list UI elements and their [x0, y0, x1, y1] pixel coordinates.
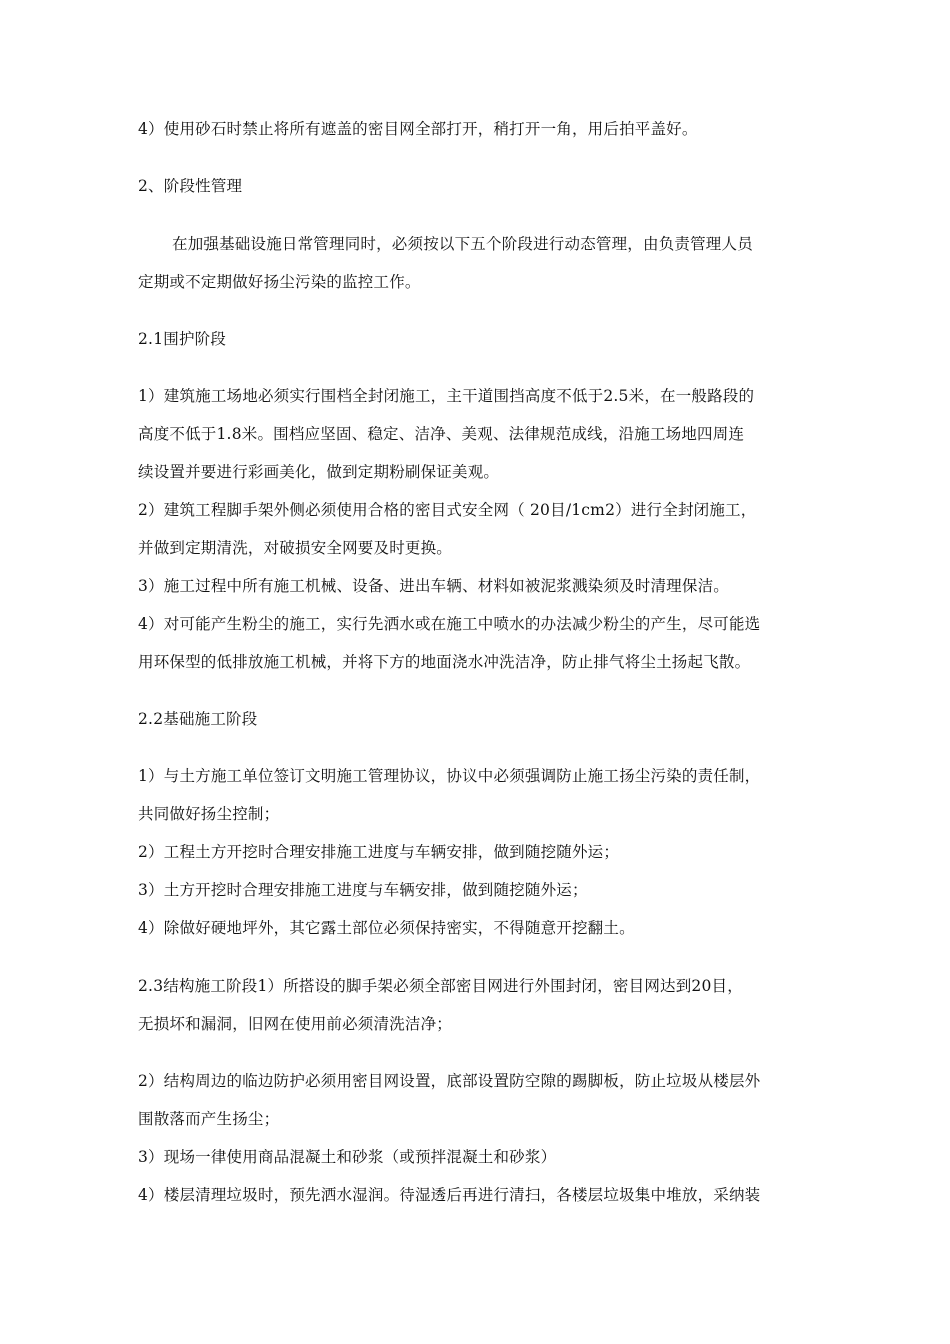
- text-line: 并做到定期清洗，对破损安全网要及时更换。: [138, 539, 453, 557]
- text-line: 在加强基础设施日常管理同时，必须按以下五个阶段进行动态管理，由负责管理人员: [172, 235, 753, 253]
- text-line: 2）建筑工程脚手架外侧必须使用合格的密目式安全网（ 20目/1cm2）进行全封闭施工，: [138, 501, 757, 519]
- text-line: 3）现场一律使用商品混凝土和砂浆（或预拌混凝土和砂浆）: [138, 1148, 557, 1166]
- text-line: 4）除做好硬地坪外，其它露土部位必须保持密实，不得随意开挖翻土。: [138, 919, 635, 937]
- text-line: 定期或不定期做好扬尘污染的监控工作。: [138, 273, 421, 291]
- section-heading: 2.2基础施工阶段: [138, 710, 258, 728]
- text-line: 2）结构周边的临边防护必须用密目网设置，底部设置防空隙的踢脚板，防止垃圾从楼层外: [138, 1072, 761, 1090]
- text-line: 3）施工过程中所有施工机械、设备、进出车辆、材料如被泥浆溅染须及时清理保洁。: [138, 577, 729, 595]
- text-line: 用环保型的低排放施工机械，并将下方的地面浇水冲洗洁净，防止排气将尘土扬起飞散。: [138, 653, 751, 671]
- text-line: 共同做好扬尘控制；: [138, 805, 280, 823]
- text-line: 4）楼层清理垃圾时，预先洒水湿润。待湿透后再进行清扫，各楼层垃圾集中堆放，采纳装: [138, 1186, 761, 1204]
- text-line: 2）工程土方开挖时合理安排施工进度与车辆安排，做到随挖随外运；: [138, 843, 620, 861]
- text-line: 4）使用砂石时禁止将所有遮盖的密目网全部打开，稍打开一角，用后拍平盖好。: [138, 120, 698, 138]
- section-heading: 2.1围护阶段: [138, 330, 227, 348]
- text-line: 无损坏和漏洞，旧网在使用前必须清洗洁净；: [138, 1015, 453, 1033]
- section-heading: 2、阶段性管理: [138, 177, 243, 195]
- section-heading: 2.3结构施工阶段1）所搭设的脚手架必须全部密目网进行外围封闭，密目网达到20目，: [138, 977, 743, 995]
- text-line: 1）建筑施工场地必须实行围档全封闭施工，主干道围挡高度不低于2.5米，在一般路段的: [138, 387, 755, 405]
- text-line: 高度不低于1.8米。围档应坚固、稳定、洁净、美观、法律规范成线，沿施工场地四周连: [138, 425, 745, 443]
- text-line: 1）与土方施工单位签订文明施工管理协议，协议中必须强调防止施工扬尘污染的责任制，: [138, 767, 761, 785]
- text-line: 3）土方开挖时合理安排施工进度与车辆安排，做到随挖随外运；: [138, 881, 588, 899]
- text-line: 续设置并要进行彩画美化，做到定期粉刷保证美观。: [138, 463, 500, 481]
- text-line: 4）对可能产生粉尘的施工，实行先洒水或在施工中喷水的办法减少粉尘的产生，尽可能选: [138, 615, 761, 633]
- text-line: 围散落而产生扬尘；: [138, 1110, 280, 1128]
